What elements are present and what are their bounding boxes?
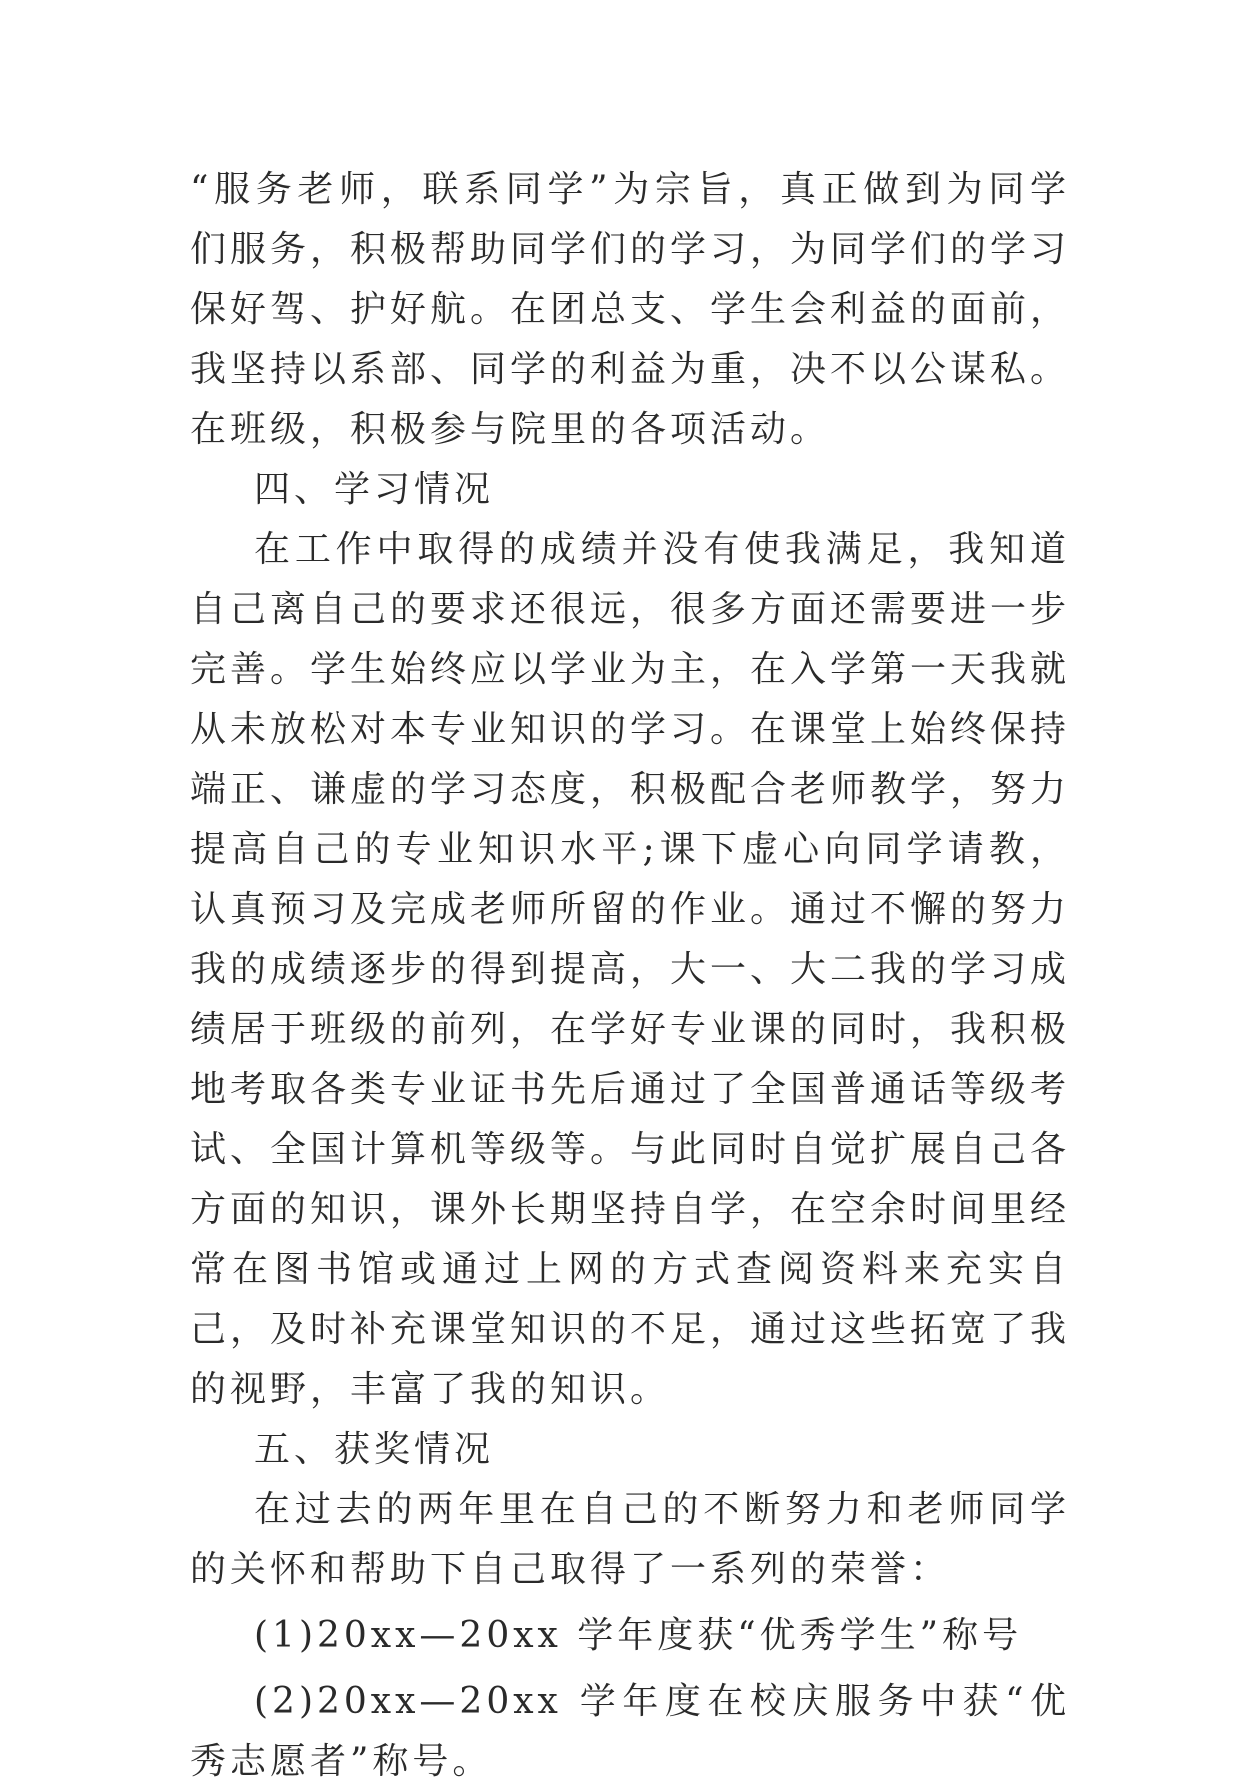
award-item: (2)20xx—20xx 学年度在校庆服务中获“优秀志愿者”称号。 [190,1681,1070,1782]
document-body [190,160,1070,1792]
paragraph-service-purpose: “服务老师，联系同学”为宗旨，真正做到为同学们服务，积极帮助同学们的学习，为同学们的学习保好驾、护好航。在团总支、学生会利益的面前，我坚持以系部、同学的利益为重，决不以公谋私。在班级，积极参与院里的各项活动。 [190,169,1071,450]
paragraph-awards-intro: 在过去的两年里在自己的不断努力和老师同学的关怀和帮助下自己取得了一系列的荣誉： [190,1489,1070,1590]
section-heading-awards: 五、获奖情况 [254,1429,495,1470]
paragraph-study-situation: 在工作中取得的成绩并没有使我满足，我知道自己离自己的要求还很远，很多方面还需要进一步完善。学生始终应以学业为主，在入学第一天我就从未放松对本专业知识的学习。在课堂上始终保持端正、谦虚的学习态度，积极配合老师教学，努力提高自己的专业知识水平;课下虚心向同学请教，认真预习及完成老师所留的作业。通过不懈的努力我的成绩逐步的得到提高，大一、大二我的学习成绩居于班级的前列，在学好专业课的同时，我积极地考取各类专业证书先后通过了全国普通话等级考试、全国计算机等级等。与此同时自觉扩展自己各方面的知识，课外长期坚持自学，在空余时间里经常在图书馆或通过上网的方式查阅资料来充实自己，及时补充课堂知识的不足，通过这些拓宽了我的视野，丰富了我的知识。 [190,529,1071,1410]
award-item: (1)20xx—20xx 学年度获“优秀学生”称号 [254,1615,1023,1656]
section-heading-study: 四、学习情况 [254,469,495,510]
